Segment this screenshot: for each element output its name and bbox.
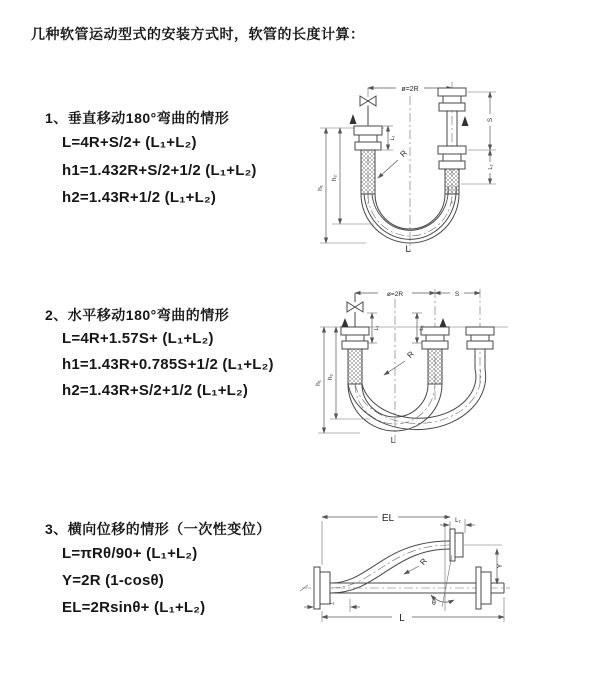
section-3-heading: 3、横向位移的情形（一次性变位） xyxy=(45,521,271,537)
page-title: 几种软管运动型式的安装方式时，软管的长度计算： xyxy=(31,26,365,42)
length-label: L xyxy=(390,436,396,445)
section-3-formula-L: L=πRθ/90+ (L₁+L₂) xyxy=(62,545,198,562)
section-3-formula-EL: EL=2Rsinθ+ (L₁+L₂) xyxy=(62,599,206,616)
l2-dim-label: L₂ xyxy=(419,325,425,331)
section-1-heading: 1、垂直移动180°弯曲的情形 xyxy=(45,110,230,126)
movement-arrow-right xyxy=(462,116,469,126)
radius-label: R xyxy=(405,349,416,360)
length-label: L xyxy=(405,244,411,254)
el-dim-label: EL xyxy=(381,513,395,524)
upper-flange xyxy=(450,529,502,561)
h1-dim-label: h₁ xyxy=(317,185,324,191)
dimension-l2 xyxy=(461,150,496,184)
section-1-formula-L: L=4R+S/2+ (L₁+L₂) xyxy=(62,134,197,151)
movement-arrow-left xyxy=(342,318,349,327)
radius-leader xyxy=(384,349,416,375)
l-dim-label: L xyxy=(399,613,405,624)
dimension-l1 xyxy=(304,599,360,612)
left-fitting xyxy=(341,327,369,384)
left-fitting xyxy=(320,126,384,194)
valve-icon xyxy=(347,293,363,327)
dimension-y xyxy=(497,549,504,584)
section-3-formula-Y: Y=2R (1-cosθ) xyxy=(62,572,164,589)
section-2-formula-h2: h2=1.43R+S/2+1/2 (L₁+L₂) xyxy=(62,382,249,399)
l1-dim-label: L₁ xyxy=(374,325,380,331)
dimension-el xyxy=(322,513,450,565)
diagram-vertical-movement-180-bend xyxy=(312,76,588,258)
s-dim-label: S xyxy=(454,291,460,298)
section-2-heading: 2、水平移动180°弯曲的情形 xyxy=(45,307,230,323)
y-dim-label: Y xyxy=(497,563,504,569)
section-1-formula-h2: h2=1.43R+1/2 (L₁+L₂) xyxy=(62,189,217,206)
l2-dim-label: L₂ xyxy=(488,164,494,170)
valve-icon xyxy=(360,96,376,126)
theta-label: θ xyxy=(432,600,436,607)
radius-label: R xyxy=(398,148,409,159)
dimension-l2 xyxy=(412,313,425,343)
h2-dim-label: h₂ xyxy=(331,174,338,182)
diagram-horizontal-movement-180-bend xyxy=(312,283,588,448)
dimension-s xyxy=(435,291,480,298)
h1-dim-label: h₁ xyxy=(315,380,322,386)
l2-dim-label: L₂ xyxy=(455,518,461,524)
movement-arrow-left xyxy=(350,114,357,124)
section-1-formula-h1: h1=1.432R+S/2+1/2 (L₁+L₂) xyxy=(62,162,257,179)
hose-u-bends xyxy=(348,369,486,431)
s-dim-label: S xyxy=(487,117,494,123)
span-dim-label: ø=2R xyxy=(386,291,404,298)
l1-dim-label: L₁ xyxy=(329,600,335,606)
diagram-lateral-displacement xyxy=(298,505,596,640)
movement-arrow-middle xyxy=(440,318,447,327)
l1-dim-label: L₁ xyxy=(390,135,396,141)
section-2-formula-h1: h1=1.43R+0.785S+1/2 (L₁+L₂) xyxy=(62,356,274,373)
radius-leader xyxy=(378,148,409,178)
left-flange xyxy=(314,567,330,609)
section-2-formula-L: L=4R+1.57S+ (L₁+L₂) xyxy=(62,330,214,347)
dimension-s xyxy=(468,92,496,150)
dimension-span xyxy=(355,291,435,298)
middle-fitting xyxy=(421,327,449,384)
hose-s-curve xyxy=(331,541,450,593)
radius-label: R xyxy=(418,556,429,567)
h2-dim-label: h₂ xyxy=(327,373,334,381)
span-dim-label: ø=2R xyxy=(401,86,419,93)
